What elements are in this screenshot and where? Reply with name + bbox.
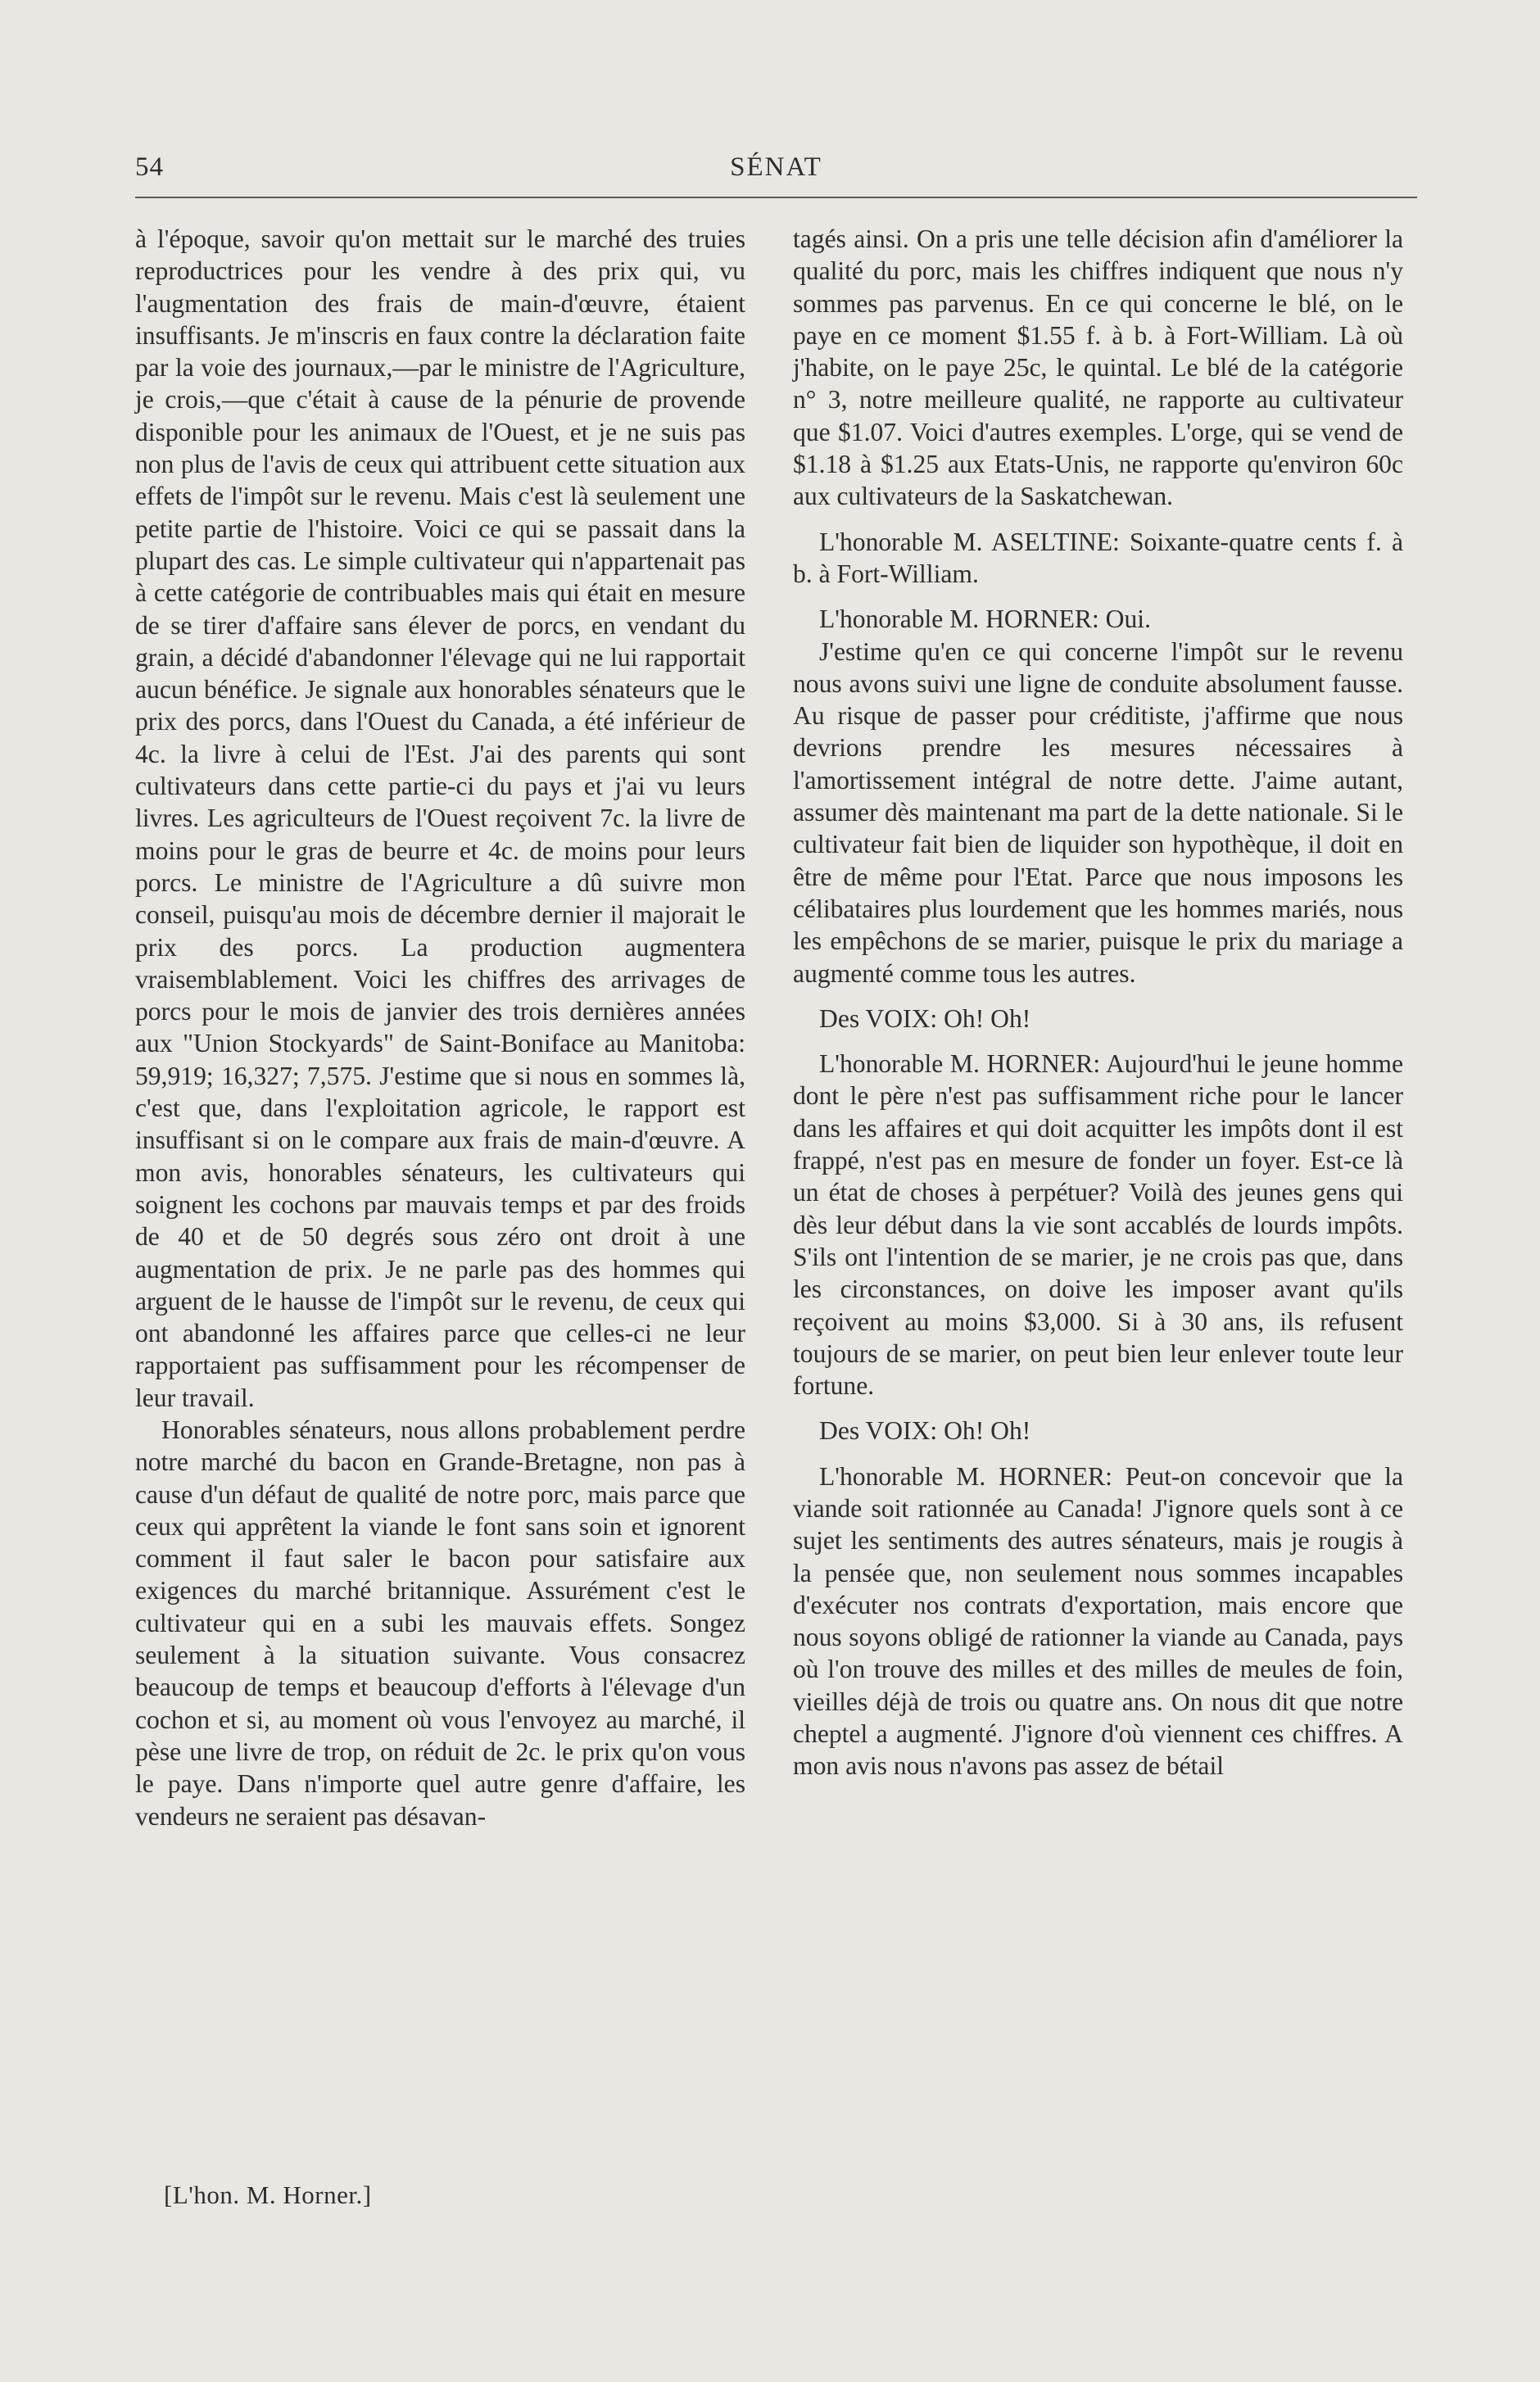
right-paragraph-impot: J'estime qu'en ce qui concerne l'impôt sur le revenu nous avons suivi une ligne de conduite absolument fausse. Au risque de passer pour créditiste, j'affirme que nous devrions prendre les mesures nécessaires à l'amortissement intégral de notre dette. J'aime autant, assumer dès maintenant ma part de la dette nationale. Si le cultivateur fait bien de liquider son hypothèque, il doit en être de même pour l'Etat. Parce que nous imposons les célibataires plus lourdement que les hommes mariés, nous les empêchons de se marier, puisque le prix du mariage a augmenté comme tous les autres. xyxy=(793,636,1403,988)
right-paragraph-voix-2: Des VOIX: Oh! Oh! xyxy=(819,1416,1031,1446)
running-head: SÉNAT xyxy=(730,152,822,182)
speaker-footer-reference: [L'hon. M. Horner.] xyxy=(164,2180,372,2209)
right-paragraph-1: tagés ainsi. On a pris une telle décision afin d'améliorer la qualité du porc, mais les chiffres indiquent que nous n'y sommes pas parvenus. En ce qui concerne le blé, on le paye en ce moment $1.55 f. à b. à Fort-William. Là où j'habite, on le paye 25c, le quintal. Le blé de la catégorie n° 3, notre meilleure qualité, ne rapporte au cultivateur que $1.07. Voici d'autres exemples. L'orge, qui se vend de $1.18 à $1.25 aux Etats-Unis, ne rapporte qu'environ 60c aux cultivateurs de la Saskatchewan. xyxy=(793,224,1403,511)
right-paragraph-horner-jeune: L'honorable M. HORNER: Aujourd'hui le jeune homme dont le père n'est pas suffisamment riche pour le lancer dans les affaires et qui doit acquitter les impôts dont il est frappé, n'est pas en mesure de fonder un foyer. Est-ce là un état de choses à perpétuer? Voilà des jeunes gens qui dès leur début dans la vie sont accablés de lourds impôts. S'ils ont l'intention de se marier, je ne crois pas que, dans les circonstances, on doive les imposer avant qu'ils reçoivent au moins $3,000. Si à 30 ans, ils refusent toujours de se marier, on peut bien leur enlever toute leur fortune. xyxy=(793,1049,1403,1401)
page-number: 54 xyxy=(135,152,164,182)
left-paragraph-2: Honorables sénateurs, nous allons probablement perdre notre marché du bacon en Grande-Bretagne, non pas à cause d'un défaut de qualité de notre porc, mais parce que ceux qui apprêtent la viande le font sans soin et ignorent comment il faut saler le bacon pour satisfaire aux exigences du marché britannique. Assurément c'est le cultivateur qui en a subi les mauvais effets. Songez seulement à la situation suivante. Vous consacrez beaucoup de temps et beaucoup d'efforts à l'élevage d'un cochon et si, au moment où vous l'envoyez au marché, il pèse une livre de trop, on réduit de 2c. le prix qu'on vous le paye. Dans n'importe quel autre genre d'affaire, les vendeurs ne seraient pas désavan- xyxy=(135,1415,745,1831)
header-rule xyxy=(135,197,1417,198)
right-paragraph-voix-1: Des VOIX: Oh! Oh! xyxy=(819,1003,1031,1033)
right-paragraph-horner-oui: L'honorable M. HORNER: Oui. xyxy=(819,605,1151,634)
left-column xyxy=(135,223,745,1832)
left-paragraph-1: à l'époque, savoir qu'on mettait sur le marché des truies reproductrices pour les vendre à des prix qui, vu l'augmentation des frais de main-d'œuvre, étaient insuffisants. Je m'inscris en faux contre la déclaration faite par la voie des journaux,—par le ministre de l'Agriculture, je crois,—que c'était à cause de la pénurie de provende disponible pour les animaux de l'Ouest, et je ne suis pas non plus de l'avis de ceux qui attribuent cette situation aux effets de l'impôt sur le revenu. Mais c'est là seulement une petite partie de l'histoire. Voici ce qui se passait dans la plupart des cas. Le simple cultivateur qui n'appartenait pas à cette catégorie de contribuables mais qui était en mesure de se tirer d'affaire sans élever de porcs, en vendant du grain, a décidé d'abandonner l'élevage qui ne lui rapportait aucun bénéfice. Je signale aux honorables sénateurs que le prix des porcs, dans l'Ouest du Canada, a été inférieur de 4c. la livre à celui de l'Est. J'ai des parents qui sont cultivateurs dans cette partie-ci du pays et j'ai vu leurs livres. Les agriculteurs de l'Ouest reçoivent 7c. la livre de moins pour le gras de beurre et 4c. de moins pour leurs porcs. Le ministre de l'Agriculture a dû suivre mon conseil, puisqu'au mois de décembre dernier il majorait le prix des porcs. La production augmentera vraisemblablement. Voici les chiffres des arrivages de porcs pour le mois de janvier des trois dernières années aux "Union Stockyards" de Saint-Boniface au Manitoba: 59,919; 16,327; 7,575. J'estime que si nous en sommes là, c'est que, dans l'exploitation agricole, le rapport est insuffisant si on le compare aux frais de main-d'œuvre. A mon avis, honorables sénateurs, les cultivateurs qui soignent les cochons par mauvais temps et par des froids de 40 et de 50 degrés sous zéro ont droit à une augmentation de prix. Je ne parle pas des hommes qui arguent de le hausse de l'impôt sur le revenu, de ceux qui ont abandonné les affaires parce que celles-ci ne leur rapportaient pas suffisamment pour les récompenser de leur travail. xyxy=(135,224,745,1412)
right-paragraph-horner-viande: L'honorable M. HORNER: Peut-on concevoir que la viande soit rationnée au Canada! J'ignore quels sont à ce sujet les sentiments des autres sénateurs, mais je rougis à la pensée que, non seulement nous sommes incapables d'exécuter nos contrats d'exportation, mais encore que nous soyons obligé de rationner la viande au Canada, pays où l'on trouve des milles et des milles de meules de foin, vieilles déjà de trois ou quatre ans. On nous dit que notre cheptel a augmenté. J'ignore d'où viennent ces chiffres. A mon avis nous n'avons pas assez de bétail xyxy=(793,1461,1403,1781)
right-paragraph-aseltine: L'honorable M. ASELTINE: Soixante-quatre cents f. à b. à Fort-William. xyxy=(793,527,1403,588)
right-column xyxy=(793,223,1403,1782)
page-header xyxy=(135,152,1417,193)
